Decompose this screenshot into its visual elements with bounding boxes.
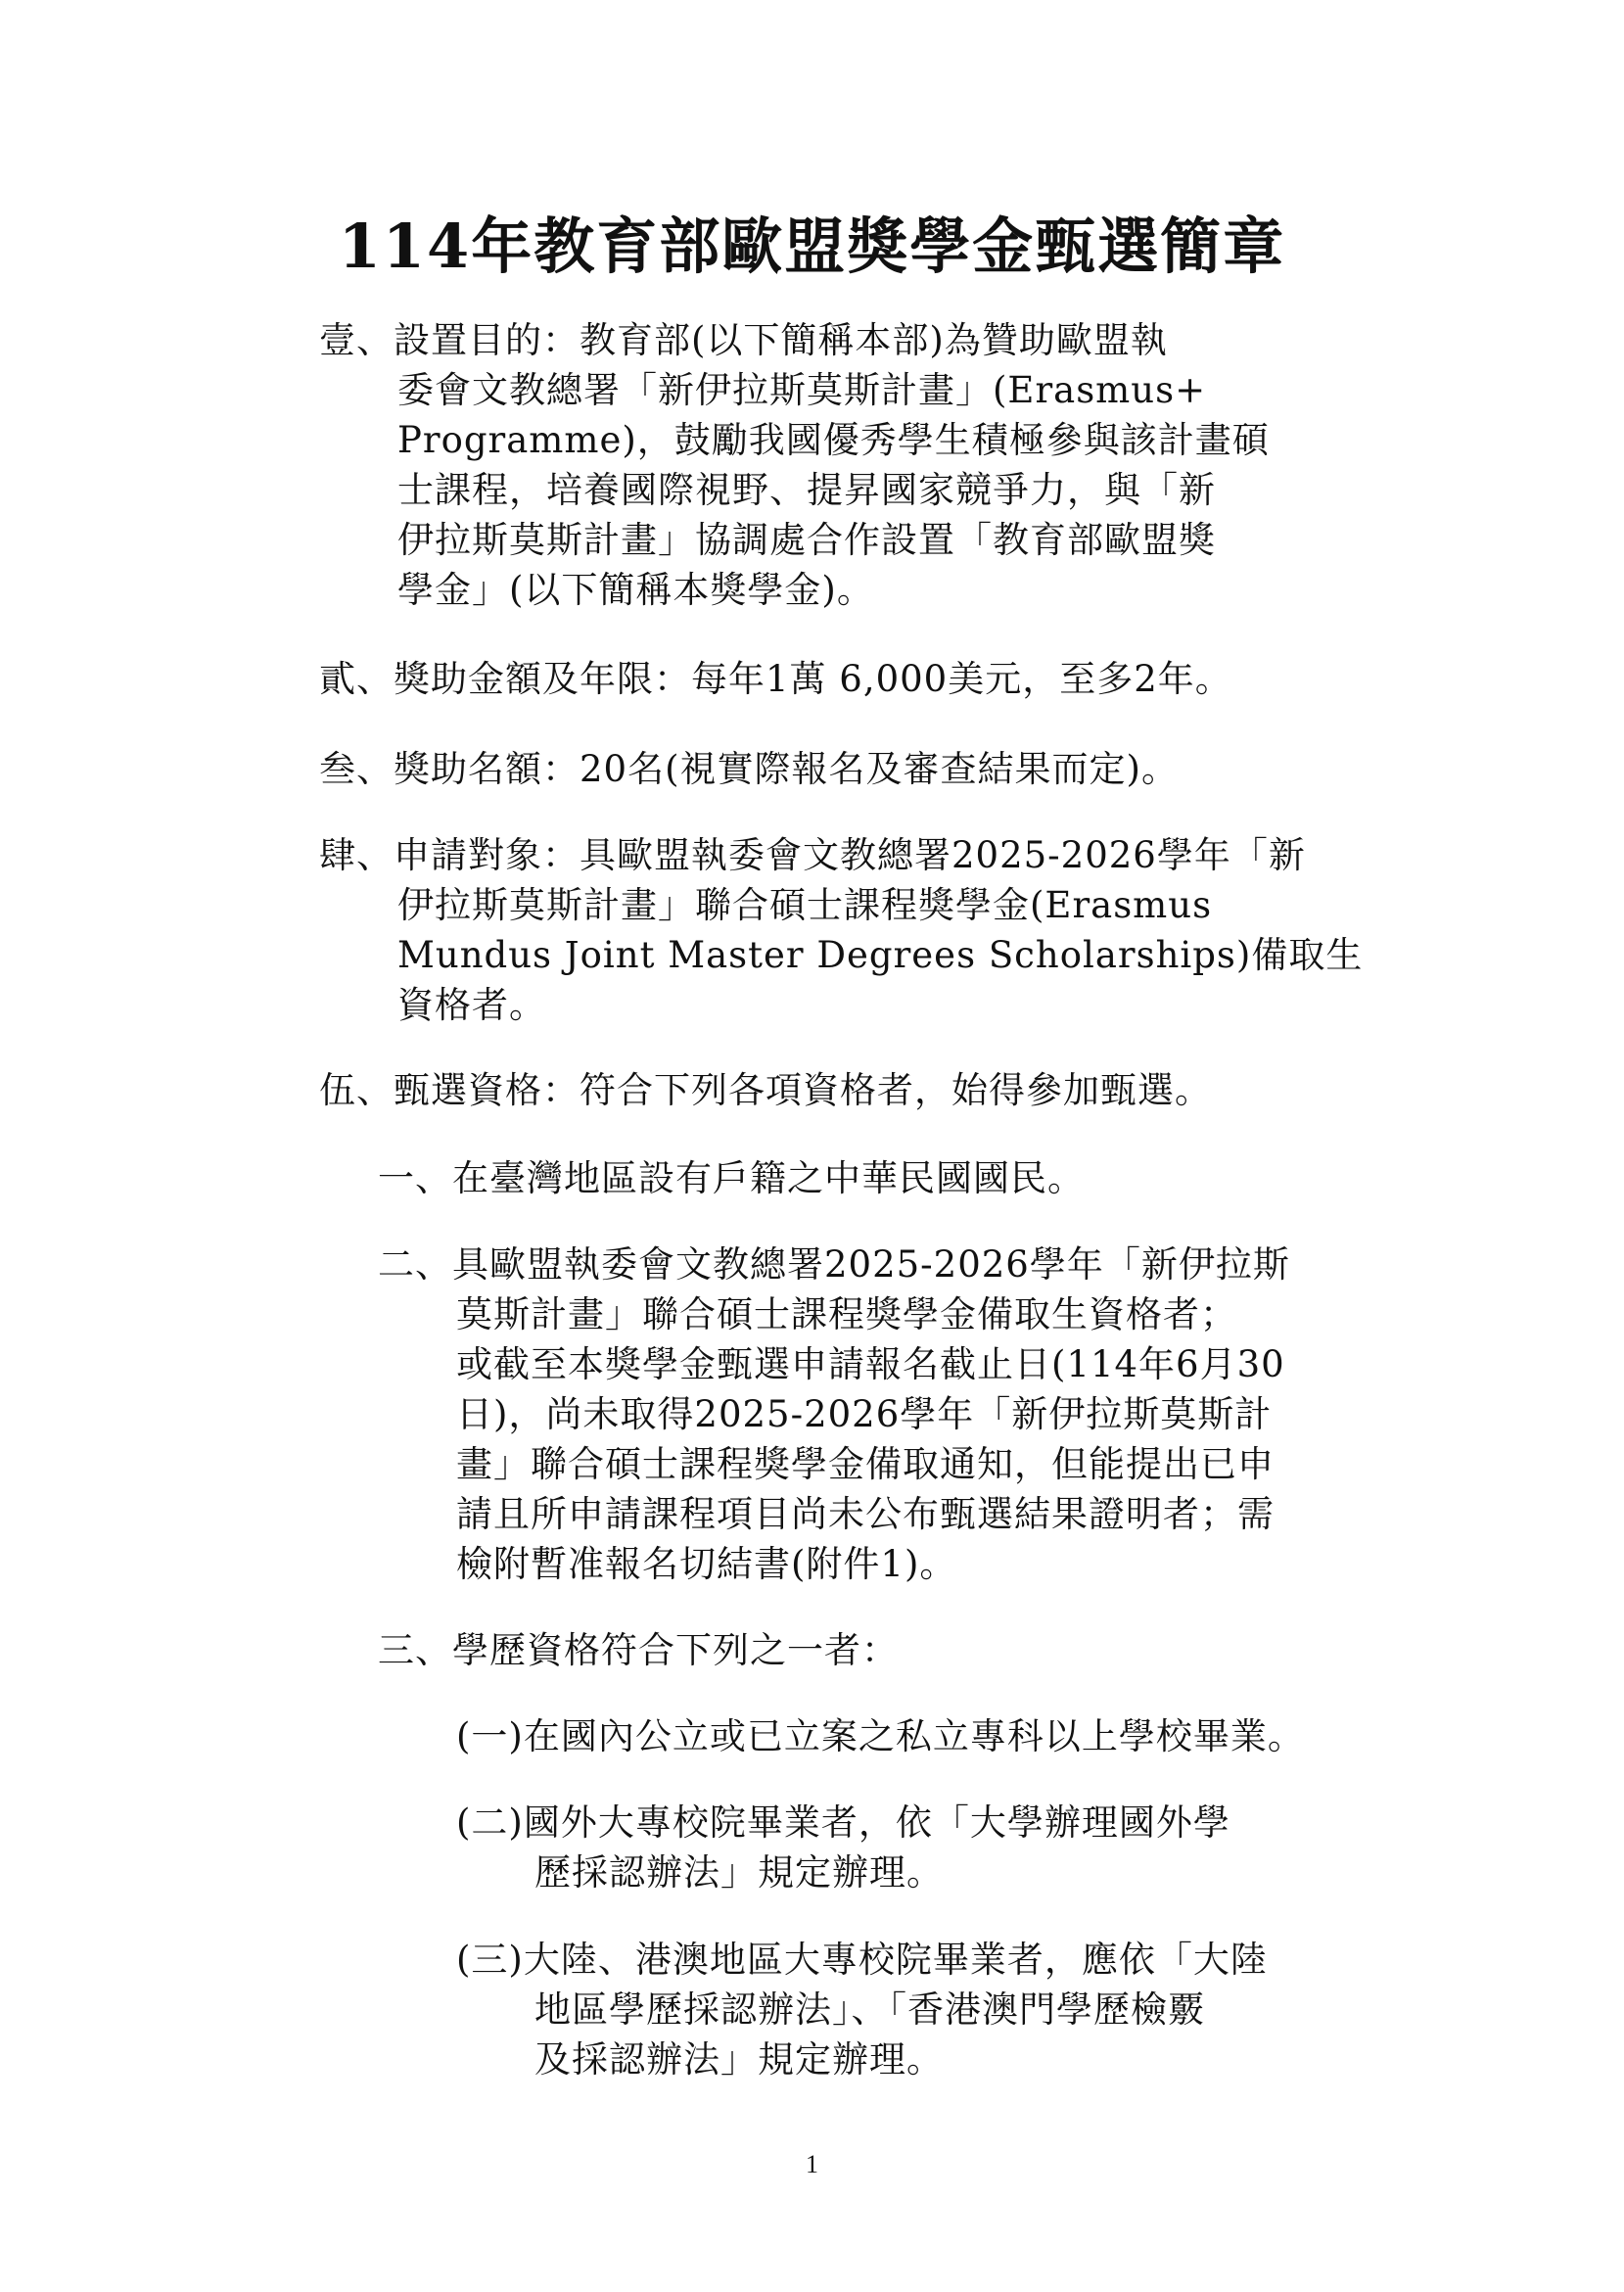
section-purpose [319, 315, 1270, 615]
text-line: (一)在國內公立或已立案之私立專科以上學校畢業。 [456, 1715, 1305, 1757]
section-quota [319, 744, 1179, 794]
document-title: 114年教育部歐盟獎學金甄選簡章 [338, 210, 1286, 282]
text-line: (三)大陸、港澳地區大專校院畢業者，應依「大陸 [456, 1939, 1268, 1981]
section-amount [319, 654, 1232, 704]
text-line: 莫斯計畫」聯合碩士課程獎學金備取生資格者； [456, 1293, 1237, 1335]
text-line: 叁、獎助名額：20名(視實際報名及審查結果而定)。 [319, 748, 1179, 790]
text-line: 學金」(以下簡稱本獎學金)。 [397, 569, 874, 611]
section-eligible-applicants [319, 830, 1363, 1030]
text-line: 歷採認辦法」規定辦理。 [534, 1851, 944, 1894]
text-line: 地區學歷採認辦法」、「香港澳門學歷檢覈 [534, 1988, 1205, 2031]
text-line: 畫」聯合碩士課程獎學金備取通知，但能提出已申 [456, 1443, 1275, 1485]
text-line: 檢附暫准報名切結書(附件1)。 [456, 1543, 957, 1585]
text-line: (二)國外大專校院畢業者，依「大學辦理國外學 [456, 1801, 1230, 1844]
text-line: 三、學歷資格符合下列之一者： [378, 1629, 899, 1671]
section-selection-qualifications [319, 1065, 1212, 1115]
page-number: 1 [806, 2150, 818, 2178]
text-line: 士課程，培養國際視野、提昇國家競爭力，與「新 [397, 469, 1216, 511]
text-line: 壹、設置目的：教育部(以下簡稱本部)為贊助歐盟執 [319, 319, 1168, 361]
education-subitem-2 [456, 1798, 1230, 1897]
text-line: Programme)，鼓勵我國優秀學生積極參與該計畫碩 [397, 419, 1270, 461]
education-subitem-3 [456, 1935, 1268, 2084]
text-line: 伊拉斯莫斯計畫」協調處合作設置「教育部歐盟獎 [397, 519, 1216, 561]
text-line: 請且所申請課程項目尚未公布甄選結果證明者；需 [456, 1493, 1275, 1535]
text-line: 伍、甄選資格：符合下列各項資格者，始得參加甄選。 [319, 1069, 1212, 1111]
text-line: 資格者。 [397, 984, 546, 1026]
text-line: 委會文教總署「新伊拉斯莫斯計畫」(Erasmus+ [397, 369, 1207, 411]
text-line: 伊拉斯莫斯計畫」聯合碩士課程獎學金(Erasmus [397, 884, 1213, 926]
text-line: 及採認辦法」規定辦理。 [534, 2038, 944, 2081]
text-line: 一、在臺灣地區設有戶籍之中華民國國民。 [378, 1157, 1085, 1199]
text-line: Mundus Joint Master Degrees Scholarships)備取生 [397, 934, 1364, 976]
text-line: 日)，尚未取得2025-2026學年「新伊拉斯莫斯計 [456, 1393, 1273, 1435]
qualification-item-2 [378, 1240, 1290, 1589]
text-line: 或截至本獎學金甄選申請報名截止日(114年6月30 [456, 1343, 1285, 1385]
education-subitem-1 [456, 1711, 1305, 1761]
text-line: 二、具歐盟執委會文教總署2025-2026學年「新伊拉斯 [378, 1243, 1290, 1286]
qualification-item-3 [378, 1625, 899, 1675]
qualification-item-1 [378, 1153, 1085, 1203]
text-line: 肆、申請對象：具歐盟執委會文教總署2025-2026學年「新 [319, 834, 1306, 876]
text-line: 貳、獎助金額及年限：每年1萬 6,000美元，至多2年。 [319, 658, 1232, 700]
